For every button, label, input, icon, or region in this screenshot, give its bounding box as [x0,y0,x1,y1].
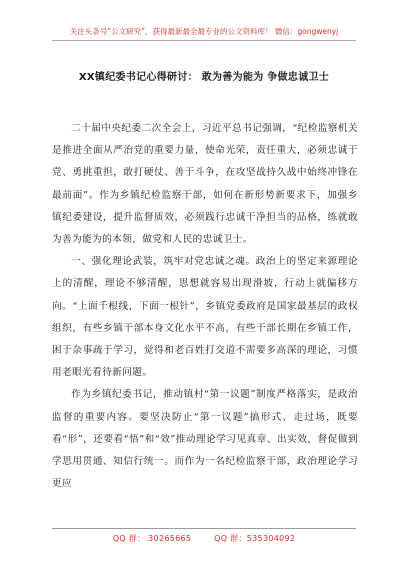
footer-contact [0,533,408,544]
header-promo-note: 关注头条号“公文研究”，获得最新最全最专业的公文资料库！ 微信：gongwenyj [69,27,339,36]
document-body [52,118,358,495]
header-divider [52,40,356,41]
body-paragraph-2: 一、强化理论武装，筑牢对党忠诚之魂。政治上的坚定来源理论上的清醒，理论不够清醒，思想就容易出现滑坡，行动上就偏移方向。“上面千根线，下面一根针”，乡镇党委政府是国家最基层的政权组织，有些乡镇干部本身文化水平不高，有些干部长期在乡镇工作，困于杂事疏于学习，觉得和老百姓打交道不需要多高深的理论，习惯用老眼光看待新问题。 [52,256,358,379]
body-paragraph-1: 二十届中央纪委二次全会上，习近平总书记强调，“纪检监察机关是推进全面从严治党的重要力量，使命光荣，责任重大，必须忠诚于党、勇挑重担，敢打硬仗、善于斗争，在攻坚战持久战中始终冲锋在最前面”。作为乡镇纪检监察干部，如何在新形势新要求下，加强乡镇纪委建设，提升监督质效，必须践行忠诚干净担当的品格，练就敢为善为能为的本领，做党和人民的忠诚卫士。 [52,123,358,246]
document-title: XX镇纪委书记心得研讨： 敢为善为能为 争做忠诚卫士 [78,72,330,83]
footer-qq-group-2: QQ 群：535304092 [214,534,296,543]
body-paragraph-3: 作为乡镇纪委书记，推动镇村“第一议题”制度严格落实，是政治监督的重要内容。要坚决防止“第一议题”搞形式、走过场，既要看“形”，还要看“悟”和“效”推动理论学习见真章、出实效，督促做到学思用贯通、知信行统一。而作为一名纪检监察干部，政治理论学习更应 [52,389,358,490]
footer-divider [52,528,356,529]
footer-qq-group-1: QQ 群： 30265665 [112,534,192,543]
